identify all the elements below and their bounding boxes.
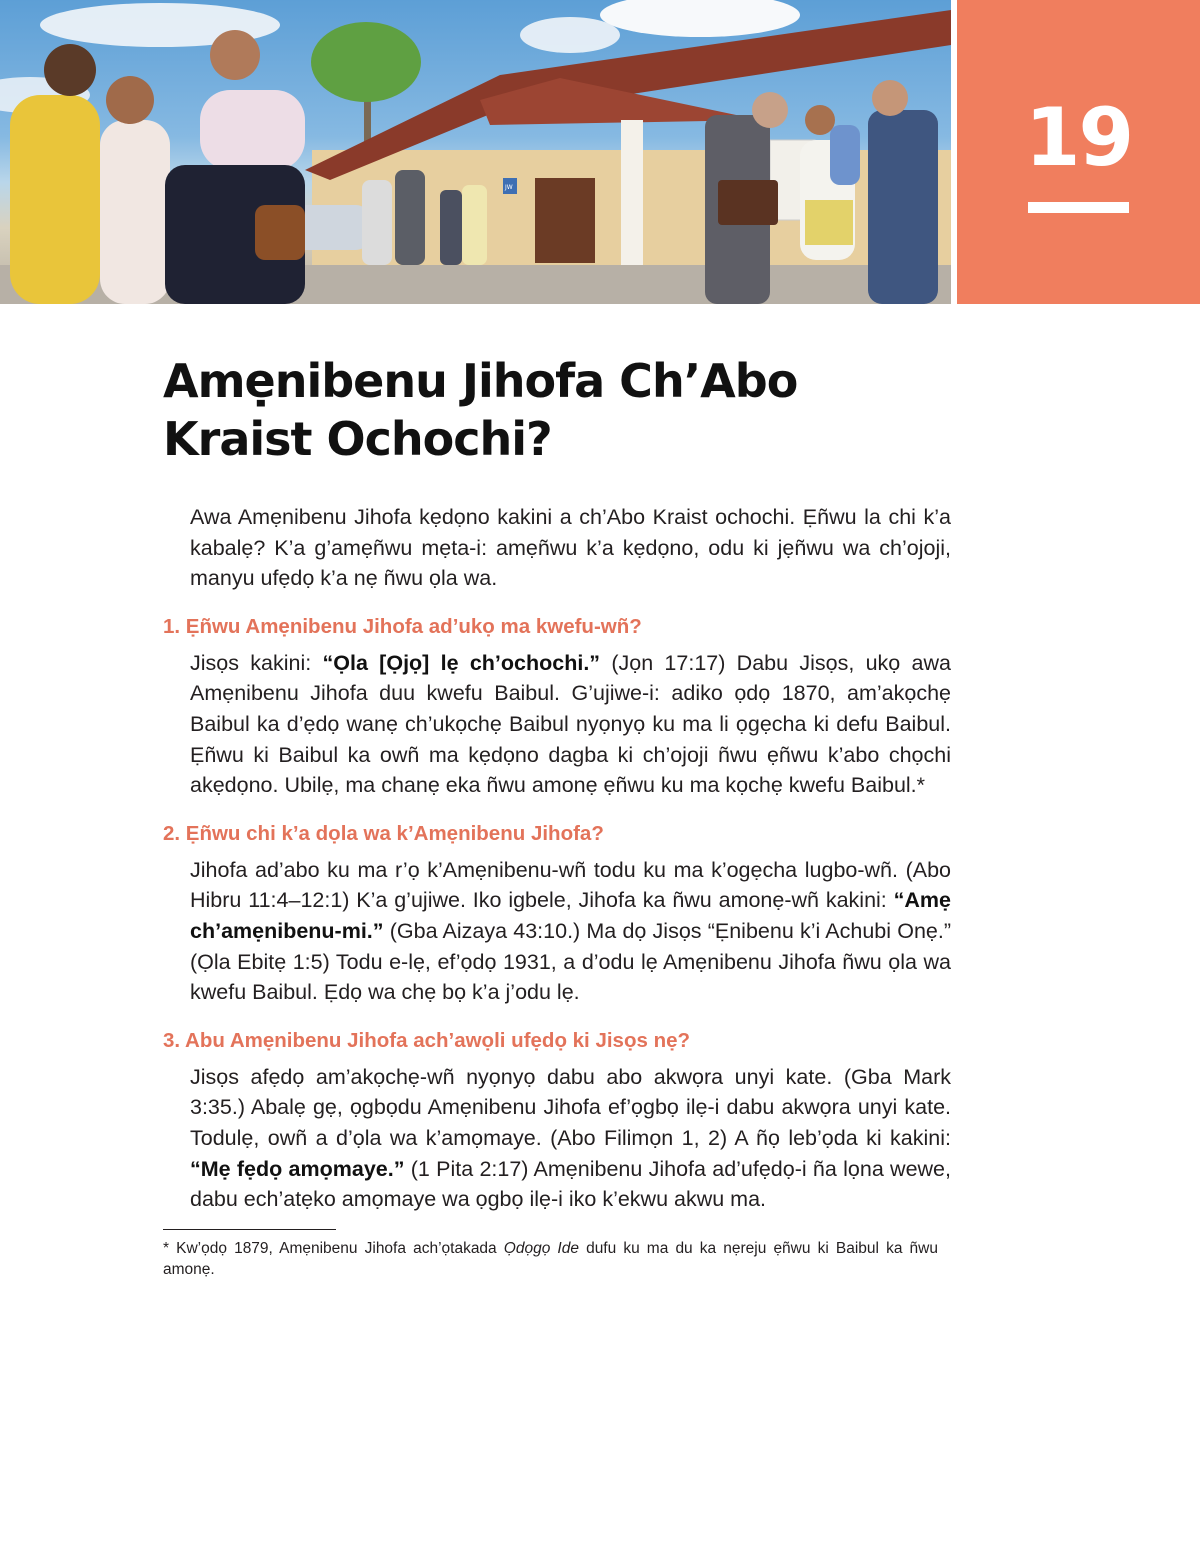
walker — [362, 180, 392, 265]
footnote — [163, 1238, 938, 1280]
briefcase — [718, 180, 778, 225]
walker — [395, 170, 425, 265]
section-question: 2. Ẹñwu chi k’a dọla wa k’Amẹnibenu Jihofa? — [163, 821, 604, 845]
head — [752, 92, 788, 128]
page-title-line1: Amẹnibenu Jihofa Ch’Abo — [163, 354, 798, 408]
text-run: (1 Pita 2:17) Amẹnibenu Jihofa ad’ufẹdọ-i ña lọna wewe, dabu ech’atẹko amọmaye wa ọgbọ ilẹ-i iko k’ekwu akwu ma. — [190, 1156, 951, 1212]
woman-pink-top — [200, 90, 305, 170]
yellow-skirt — [805, 200, 853, 245]
text-run: Jisọs kakini: — [190, 650, 323, 675]
lesson-number: 19 — [1024, 91, 1133, 184]
cloud — [600, 0, 800, 37]
porch-column — [621, 120, 643, 265]
text-run: (Jọn 17:17) Dabu Jisọs, ukọ awa Amẹnibenu Jihofa duu kwefu Baibul. G’ujiwe-i: adiko ọdọ 1870, am’akọchẹ Baibul ka d’ẹdọ wanẹ ch’ukọchẹ Baibul nyọnyọ ku ma li ọgẹcha ki defu Baibul. Ẹñwu ki Baibul ka owñ ma kẹdọno dagba ki ch’ojoji ñwu ẹñwu k’abo chọchi akẹdọno. Ubilẹ, ma chanẹ eka ñwu amonẹ ẹñwu ku ma kọchẹ kwefu Baibul.* — [190, 650, 951, 798]
section-paragraph — [190, 855, 951, 1008]
publication-title: Ọdọgọ Ide — [503, 1239, 579, 1257]
text-run: Jisọs afẹdọ am’akọchẹ-wñ nyọnyọ dabu abo akwọra unyi kate. (Gba Mark 3:35.) Abalẹ gẹ, ọgbọdu Amẹnibenu Jihofa ef’ọgbọ ilẹ-i dabu akwọra unyi kate. Todulẹ, owñ a d’ọla wa k’amọmaye. (Abo Filimọn 1, 2) A ñọ leb’ọda ki kakini: — [190, 1064, 951, 1150]
banner-illustration — [0, 0, 951, 304]
head — [106, 76, 154, 124]
text-run: (Gba Aizaya 43:10.) Ma dọ Jisọs “Ẹnibenu k’i Achubi Onẹ.” (Ọla Ebitẹ 1:5) Todu e-lẹ, ef’ọdọ 1931, a d’odu lẹ Amẹnibenu Jihofa ñwu ọla wa kwefu Baibul. Ẹdọ wa chẹ bọ k’a j’odu lẹ. — [190, 918, 951, 1005]
lesson-number-badge — [957, 0, 1200, 304]
head — [44, 44, 96, 96]
handbag — [255, 205, 305, 260]
footnote-text: * Kw’ọdọ 1879, Amẹnibenu Jihofa ach’ọtakada — [163, 1239, 504, 1257]
man-blue-suit — [868, 110, 938, 304]
page-title — [163, 352, 943, 468]
head — [872, 80, 908, 116]
cloud — [520, 17, 620, 53]
section-paragraph — [190, 1062, 951, 1215]
page-title-line2: Kraist Ochochi? — [163, 412, 552, 466]
palm-fronds — [311, 22, 421, 102]
scripture-quote: “Mẹ fẹdọ amọmaye.” — [190, 1156, 405, 1181]
lesson-content — [163, 502, 951, 1280]
woman-yellow-cardigan — [10, 95, 100, 304]
section-question: 1. Ẹñwu Amẹnibenu Jihofa ad’ukọ ma kwefu-wñ? — [163, 614, 642, 638]
walker — [440, 190, 462, 265]
intro-paragraph: Awa Amẹnibenu Jihofa kẹdọno kakini a ch’Abo Kraist ochochi. Ẹñwu la chi k’a kabalẹ? K’a g’amẹñwu mẹta-i: amẹñwu k’a kẹdọno, odu ki jẹñwu wa ch’ojoji, manyu ufẹdọ k’a nẹ ñwu ọla wa. — [190, 505, 951, 591]
banner-photo — [0, 0, 951, 304]
scripture-quote: “Amẹ ch’amẹnibenu-mi.” — [190, 888, 951, 943]
scripture-quote: “Ọla [Ọjọ] lẹ ch’ochochi.” — [322, 650, 601, 675]
lesson-number-underline — [1028, 202, 1129, 213]
woman-white-dress — [100, 120, 170, 304]
text-run: Jihofa ad’abo ku ma r’ọ k’Amẹnibenu-wñ todu ku ma k’ogẹcha lugbo-wñ. (Abo Hibru 11:4–12:1) K’a g’ujiwe. Iko igbele, Jihofa ka ñwu amonẹ-wñ kakini: — [190, 857, 951, 913]
child — [830, 125, 860, 185]
walker — [462, 185, 487, 265]
footnote-divider — [163, 1229, 336, 1230]
door — [535, 178, 595, 263]
footnote-text: dufu ku ma du ka nẹreju ẹñwu ki Baibul ka ñwu amonẹ. — [163, 1239, 938, 1278]
section-question: 3. Abu Amẹnibenu Jihofa ach’awọli ufẹdọ ki Jisọs nẹ? — [163, 1028, 691, 1052]
sign-text: JW — [505, 184, 513, 191]
head — [210, 30, 260, 80]
section-paragraph — [190, 648, 951, 801]
head — [805, 105, 835, 135]
